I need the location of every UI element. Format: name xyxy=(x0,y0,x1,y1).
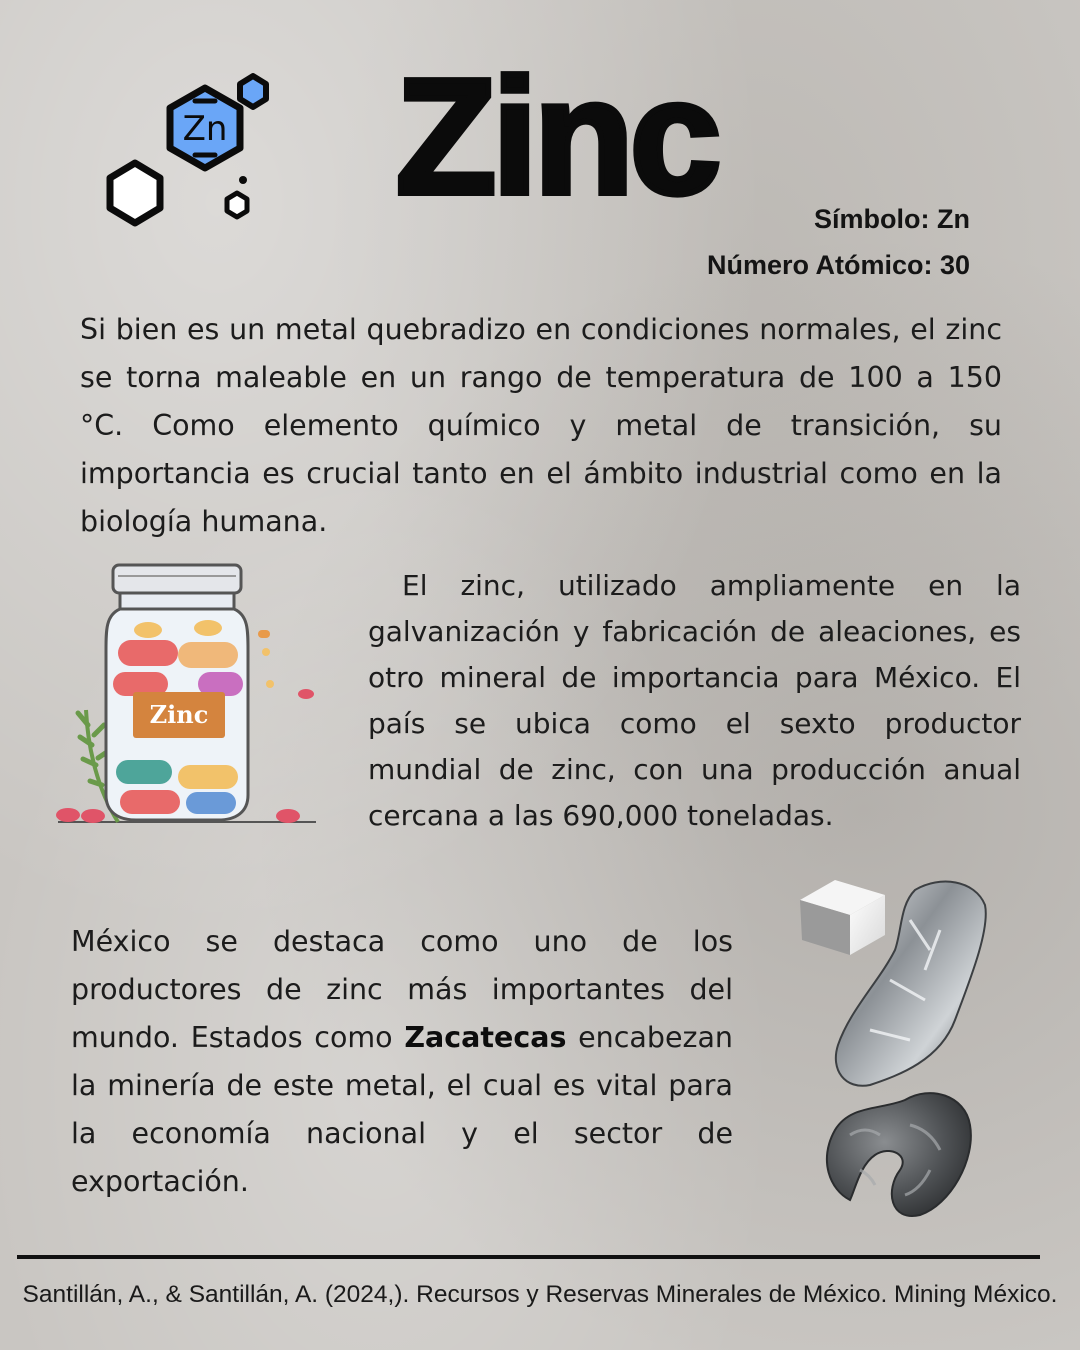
hexagon-molecule-icon xyxy=(100,68,280,228)
mexico-text-after: encabezan la minería de este metal, el cual es vital para la economía nacional y el sector de exportación. xyxy=(71,1021,733,1198)
logo-symbol: Zn xyxy=(182,109,228,149)
zacatecas-highlight: Zacatecas xyxy=(404,1021,567,1054)
mexico-paragraph xyxy=(71,918,733,1206)
jar-label: Zinc xyxy=(149,700,209,729)
supplement-jar-icon xyxy=(48,560,323,830)
atomic-number-label: Número Atómico: 30 xyxy=(706,250,970,280)
mexico-text-before: México se destaca como uno de los productores de zinc más importantes del mundo. Estados como xyxy=(71,925,733,1054)
production-paragraph: El zinc, utilizado ampliamente en la galvanización y fabricación de aleaciones, es otro mineral de importancia para México. El país se ubica como el sexto productor mundial de zinc, con una producción anual cercana a las 690,000 toneladas. xyxy=(368,569,1021,832)
symbol-label: Símbolo: Zn xyxy=(814,204,970,234)
intro-paragraph: Si bien es un metal quebradizo en condiciones normales, el zinc se torna maleable en un rango de temperatura de 100 a 150 °C. Como elemento químico y metal de transición, su importancia es crucial tanto en el ámbito industrial como en la biología humana. xyxy=(80,313,1002,538)
zinc-mineral-icon xyxy=(790,870,990,1225)
page-title: Zinc xyxy=(396,45,718,228)
citation-text: Santillán, A., & Santillán, A. (2024,). Recursos y Reservas Minerales de México. Mining México. xyxy=(22,1281,1058,1308)
footer-divider xyxy=(17,1255,1040,1259)
